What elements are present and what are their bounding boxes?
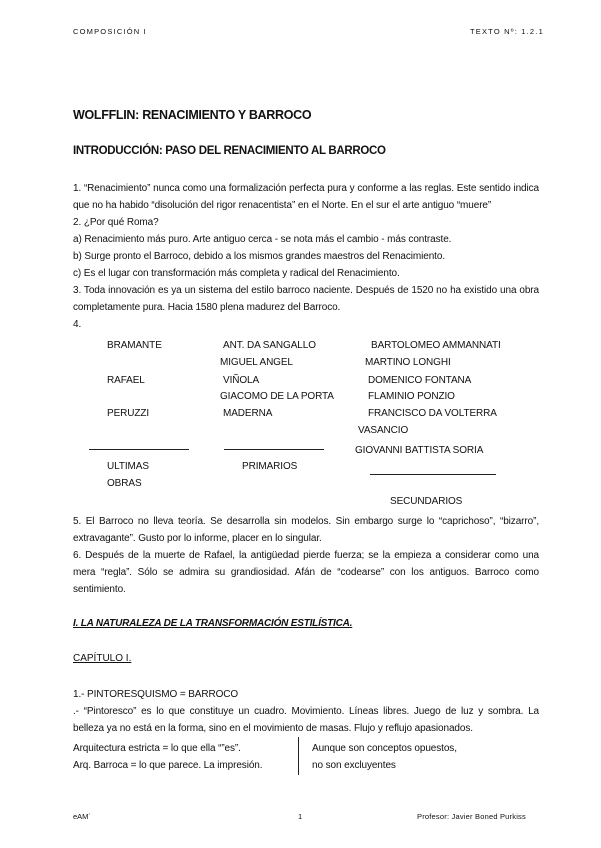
footer-right: Profesor: Javier Boned Purkiss bbox=[417, 812, 526, 821]
page-title: WOLFFLIN: RENACIMIENTO Y BARROCO bbox=[73, 108, 312, 122]
paragraph-2c: c) Es el lugar con transformación más completa y radical del Renacimiento. bbox=[73, 268, 400, 279]
artist-col2-1: ANT. DA SANGALLO bbox=[223, 340, 316, 351]
artist-col3-2: MARTINO LONGHI bbox=[365, 357, 451, 368]
divider-col1 bbox=[89, 449, 189, 450]
artist-col1-1: BRAMANTE bbox=[107, 340, 162, 351]
label-secundarios: SECUNDARIOS bbox=[390, 496, 463, 507]
label-obras: OBRAS bbox=[107, 478, 142, 489]
header-left: COMPOSICIÓN I bbox=[73, 27, 147, 36]
artist-col1-3: PERUZZI bbox=[107, 408, 150, 419]
artist-col3-4: FLAMINIO PONZIO bbox=[368, 391, 455, 402]
footer-left: eAM´ bbox=[73, 812, 91, 821]
divider-col3 bbox=[370, 474, 496, 475]
compare-divider bbox=[298, 737, 299, 775]
paragraph-2b: b) Surge pronto el Barroco, debido a los mismos grandes maestros del Renacimiento. bbox=[73, 251, 445, 262]
label-ultimas: ULTIMAS bbox=[107, 461, 149, 472]
section-title: I. LA NATURALEZA DE LA TRANSFORMACIÓN ESTILÍSTICA. bbox=[73, 618, 353, 629]
paragraph-4: 4. bbox=[73, 319, 82, 330]
paragraph-3: 3. Toda innovación es ya un sistema del estilo barroco naciente. Después de 1520 no ha existido una obra completamente pura. Hacia 1580 plena madurez del Barroco. bbox=[73, 285, 539, 313]
compare-left-2: Arq. Barroca = lo que parece. La impresión. bbox=[73, 760, 263, 771]
label-primarios: PRIMARIOS bbox=[242, 461, 298, 472]
chapter-title: CAPÍTULO I. bbox=[73, 653, 132, 664]
artist-col3-5: FRANCISCO DA VOLTERRA bbox=[368, 408, 497, 419]
paragraph-1: 1. “Renacimiento” nunca como una formalización perfecta pura y conforme a las reglas. Este sentido indica que no ha habido “disolución del rigor renacentista” en el Norte. En el sur el arte antiguo “muere” bbox=[73, 183, 539, 211]
compare-left-1: Arquitectura estricta = lo que ella “”es”. bbox=[73, 743, 241, 754]
artist-col2-2: MIGUEL ANGEL bbox=[220, 357, 293, 368]
artist-col2-3: VIÑOLA bbox=[223, 375, 260, 386]
artist-col3-6: VASANCIO bbox=[358, 425, 409, 436]
subheading: 1.- PINTORESQUISMO = BARROCO bbox=[73, 689, 239, 700]
paragraph-2a: a) Renacimiento más puro. Arte antiguo cerca - se nota más el cambio - más contraste. bbox=[73, 234, 452, 245]
divider-col2 bbox=[224, 449, 324, 450]
artist-col2-4: GIACOMO DE LA PORTA bbox=[220, 391, 334, 402]
artist-col3-3: DOMENICO FONTANA bbox=[368, 375, 472, 386]
paragraph-6: 6. Después de la muerte de Rafael, la antigüedad pierde fuerza; se la empieza a considerar como una mera “regla”. Sólo se admira su grandiosidad. Afán de “codearse” con los antiguos. Barroco como sentimiento. bbox=[73, 550, 539, 595]
compare-right-2: no son excluyentes bbox=[312, 760, 396, 771]
compare-right-1: Aunque son conceptos opuestos, bbox=[312, 743, 457, 754]
paragraph-2: 2. ¿Por qué Roma? bbox=[73, 217, 159, 228]
artist-col3-1: BARTOLOMEO AMMANNATI bbox=[371, 340, 501, 351]
page-number: 1 bbox=[298, 812, 303, 821]
paragraph-7: .- “Pintoresco” es lo que constituye un cuadro. Movimiento. Líneas libres. Juego de luz y sombra. La belleza ya no está en la forma, sino en el movimiento de masas. Flujo y reflujo apasionados. bbox=[73, 706, 539, 734]
paragraph-5: 5. El Barroco no lleva teoría. Se desarrolla sin modelos. Sin embargo surge lo “caprichoso”, “bizarro”, extravagante”. Gusto por lo informe, placer en lo singular. bbox=[73, 516, 539, 544]
header-right: TEXTO Nº: 1.2.1 bbox=[470, 27, 544, 36]
intro-title: INTRODUCCIÓN: PASO DEL RENACIMIENTO AL BARROCO bbox=[73, 145, 386, 157]
artist-col2-5: MADERNA bbox=[223, 408, 273, 419]
artist-col1-2: RAFAEL bbox=[107, 375, 145, 386]
artist-col3-7: GIOVANNI BATTISTA SORIA bbox=[355, 445, 484, 456]
